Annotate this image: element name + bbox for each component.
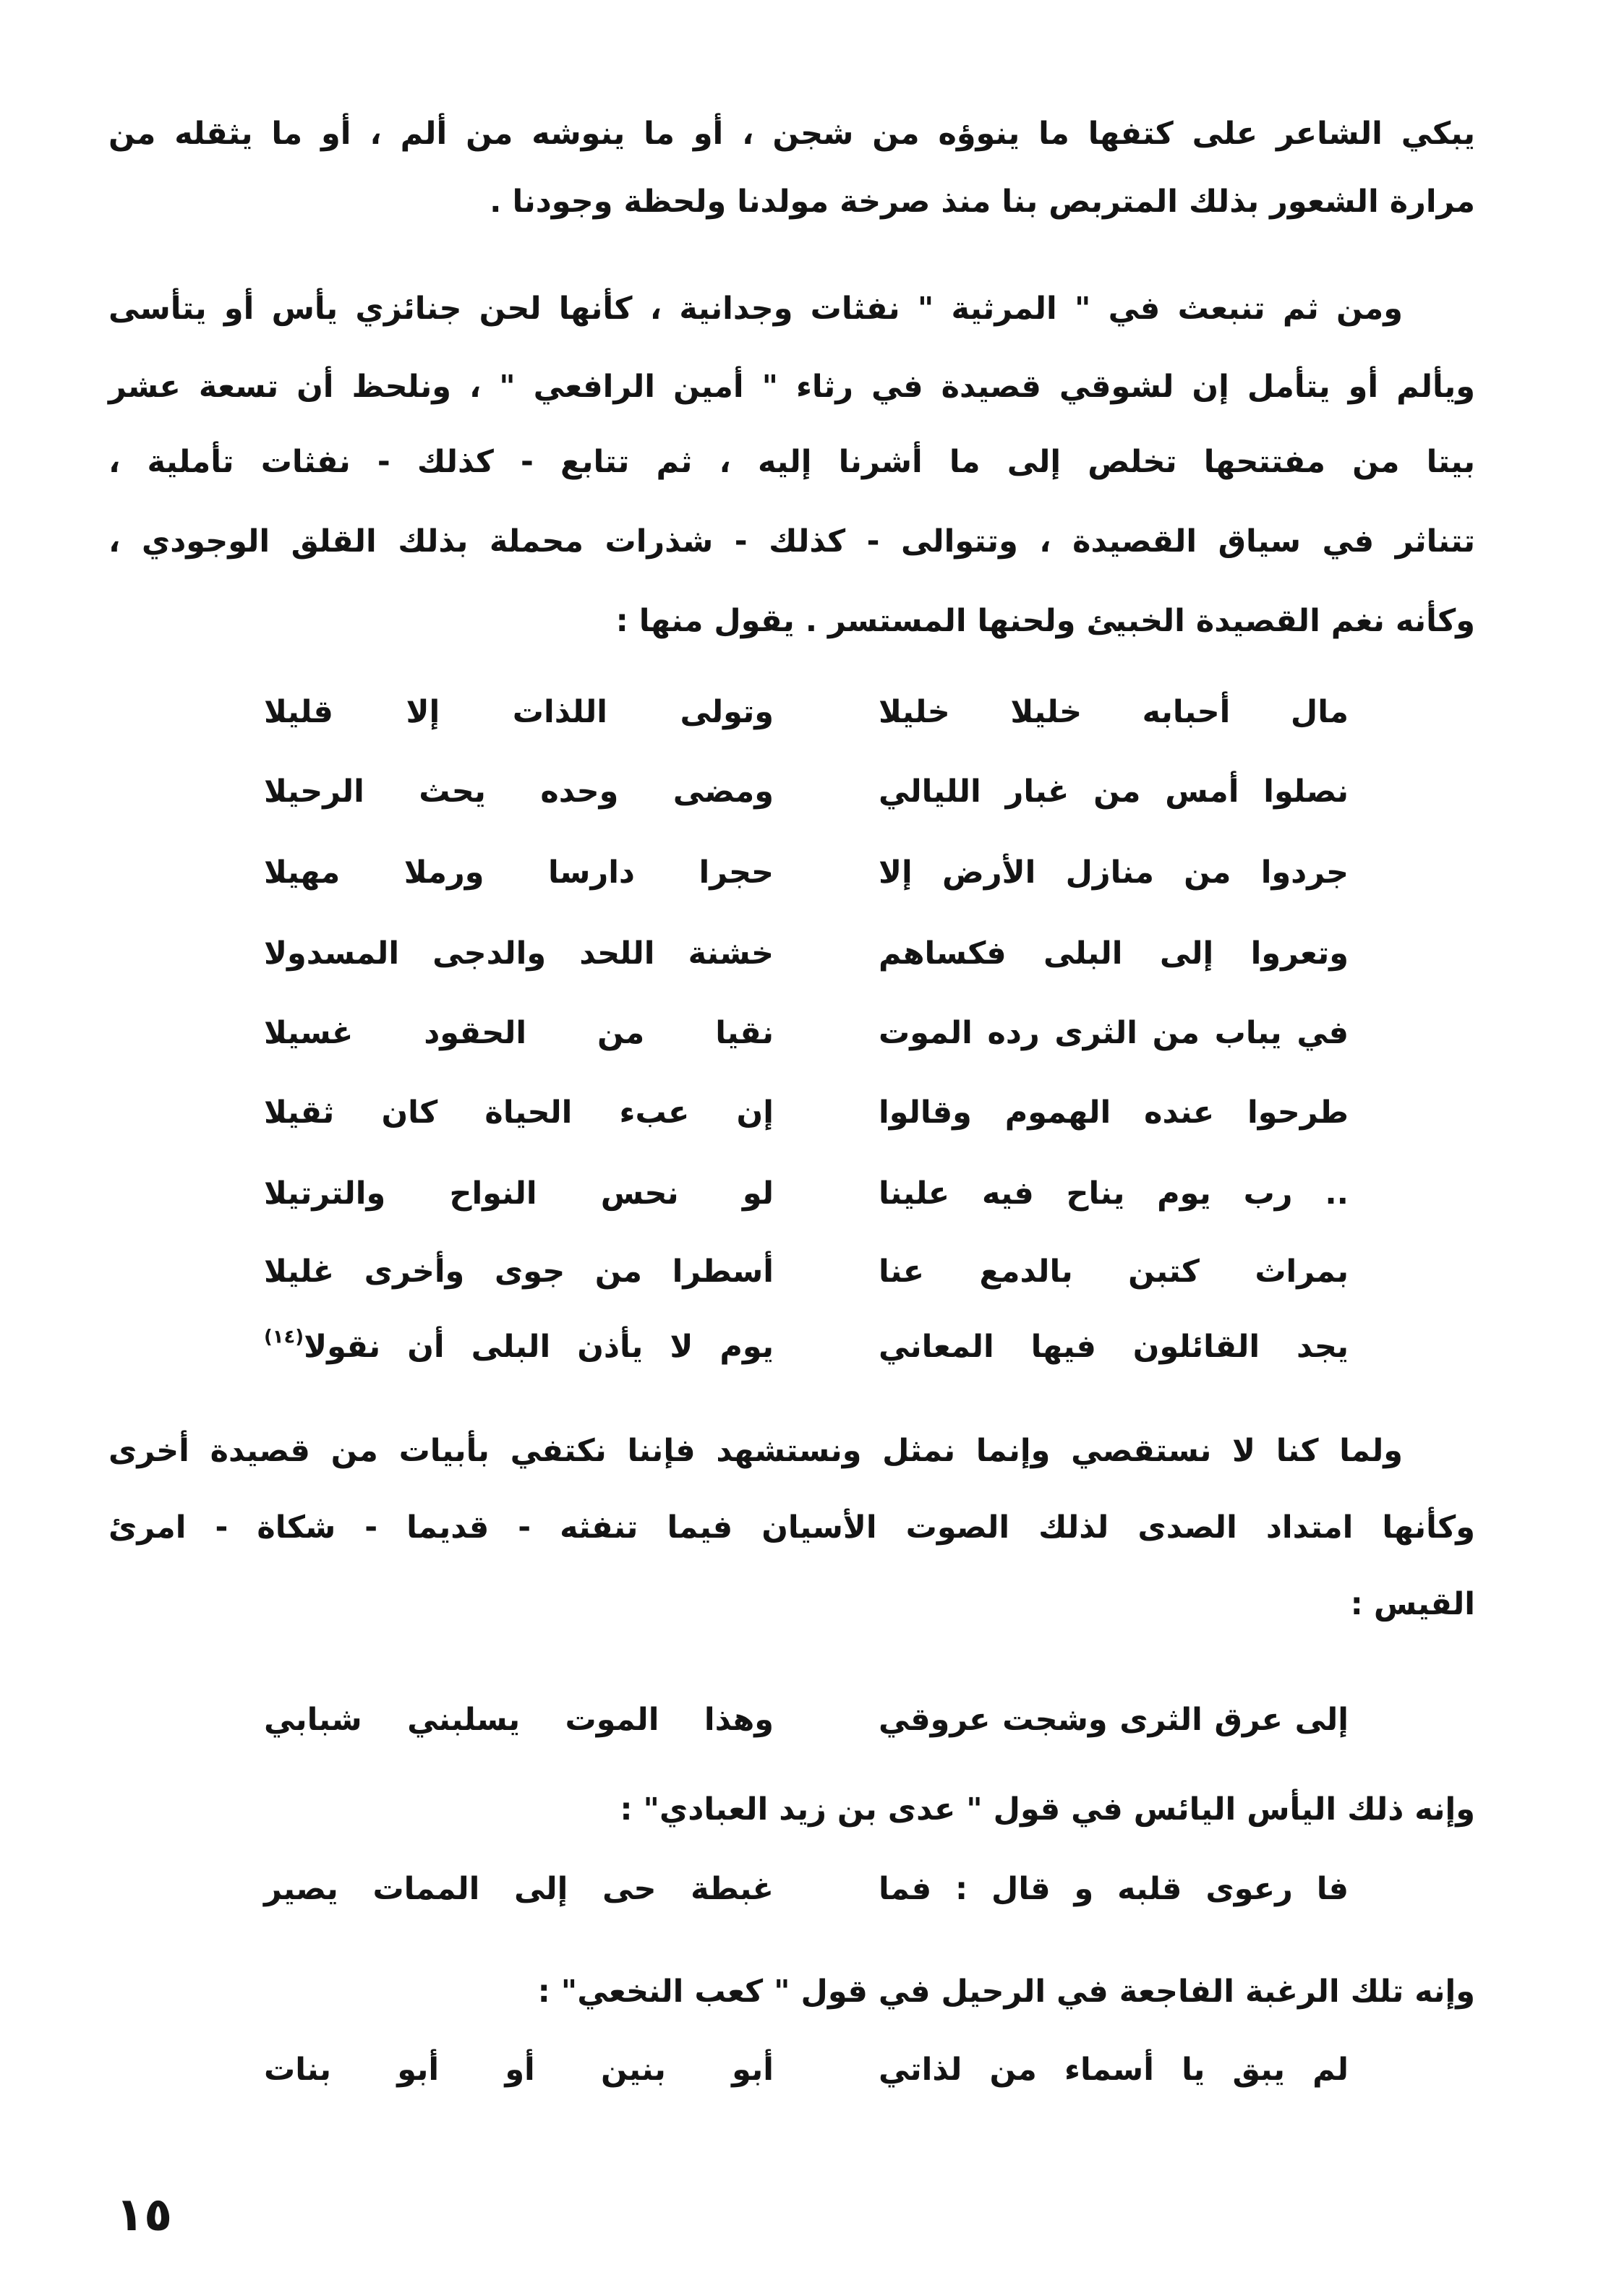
second-hemistich: أسطرا من جوى وأخرى غليلا xyxy=(264,1254,774,1290)
second-hemistich: لو نحس النواح والترتيلا xyxy=(264,1175,774,1212)
text-line: القيس : xyxy=(1350,1586,1475,1623)
text-line: ويألم أو يتأمل إن لشوقي قصيدة في رثاء " أمين الرافعي " ، ونلحظ أن تسعة عشر xyxy=(108,369,1475,406)
first-hemistich: في يباب من الثرى رده الموت xyxy=(879,1015,1349,1052)
text-line: ومن ثم تنبعث في " المرثية " نفثات وجدانية ، كأنها لحن جنائزي يأس أو يتأسى xyxy=(108,291,1403,327)
second-hemistich: أبو بنين أو أبو بنات xyxy=(264,2052,774,2089)
second-hemistich: غبطة حى إلى الممات يصير xyxy=(264,1871,774,1908)
text-line: يبكي الشاعر على كتفها ما ينوؤه من شجن ، أو ما ينوشه من ألم ، أو ما يثقله من xyxy=(108,116,1475,153)
hemistich-text: يوم لا يأذن البلى أن نقولا xyxy=(304,1329,774,1366)
footnote-reference: (١٤) xyxy=(264,1326,304,1348)
first-hemistich: إلى عرق الثرى وشجت عروقي xyxy=(879,1702,1349,1739)
first-hemistich: طرحوا عنده الهموم وقالوا xyxy=(879,1095,1349,1131)
second-hemistich: وتولى اللذات إلا قليلا xyxy=(264,694,774,731)
text-line: بيتا من مفتتحها تخلص إلى ما أشرنا إليه ، ثم تتابع - كذلك - نفثات تأملية ، xyxy=(108,444,1475,481)
page-number: ١٥ xyxy=(116,2188,173,2242)
first-hemistich: نصلوا أمس من غبار الليالي xyxy=(879,774,1349,810)
first-hemistich: وتعروا إلى البلى فكساهم xyxy=(879,935,1349,972)
first-hemistich: مال أحبابه خليلا خليلا xyxy=(879,694,1349,731)
text-line: تتناثر في سياق القصيدة ، وتتوالى - كذلك - شذرات محملة بذلك القلق الوجودي ، xyxy=(108,523,1475,560)
intro-line-kaab: وإنه تلك الرغبة الفاجعة في الرحيل في قول " كعب النخعي" : xyxy=(537,1974,1475,2010)
second-hemistich xyxy=(264,1327,774,1368)
first-hemistich: .. رب يوم يناح فيه علينا xyxy=(879,1175,1349,1212)
second-hemistich: وهذا الموت يسلبني شبابي xyxy=(264,1702,774,1739)
first-hemistich: بمراث كتبن بالدمع عنا xyxy=(879,1254,1349,1290)
text-line: وكأنه نغم القصيدة الخبيئ ولحنها المستسر . يقول منها : xyxy=(615,603,1475,640)
second-hemistich: إن عبء الحياة كان ثقيلا xyxy=(264,1095,774,1131)
text-line: وكأنها امتداد الصدى لذلك الصوت الأسيان فيما تنفثه - قديما - شكاة - امرئ xyxy=(108,1509,1475,1546)
first-hemistich: فا رعوى قلبه و قال : فما xyxy=(879,1871,1349,1908)
first-hemistich: يجد القائلون فيها المعاني xyxy=(879,1329,1349,1366)
second-hemistich: خشنة اللحد والدجى المسدولا xyxy=(264,935,774,972)
first-hemistich: جردوا من منازل الأرض إلا xyxy=(879,854,1349,891)
text-line: ولما كنا لا نستقصي وإنما نمثل ونستشهد فإننا نكتفي بأبيات من قصيدة أخرى xyxy=(108,1433,1403,1470)
second-hemistich: حجرا دارسا ورملا مهيلا xyxy=(264,854,774,891)
first-hemistich: لم يبق يا أسماء من لذاتي xyxy=(879,2052,1349,2089)
text-line: مرارة الشعور بذلك المتربص بنا منذ صرخة مولدنا ولحظة وجودنا . xyxy=(490,184,1475,220)
second-hemistich: ومضى وحده يحث الرحيلا xyxy=(264,774,774,810)
intro-line-adi: وإنه ذلك اليأس اليائس في قول " عدى بن زيد العبادي" : xyxy=(620,1791,1475,1828)
second-hemistich: نقيا من الحقود غسيلا xyxy=(264,1015,774,1052)
